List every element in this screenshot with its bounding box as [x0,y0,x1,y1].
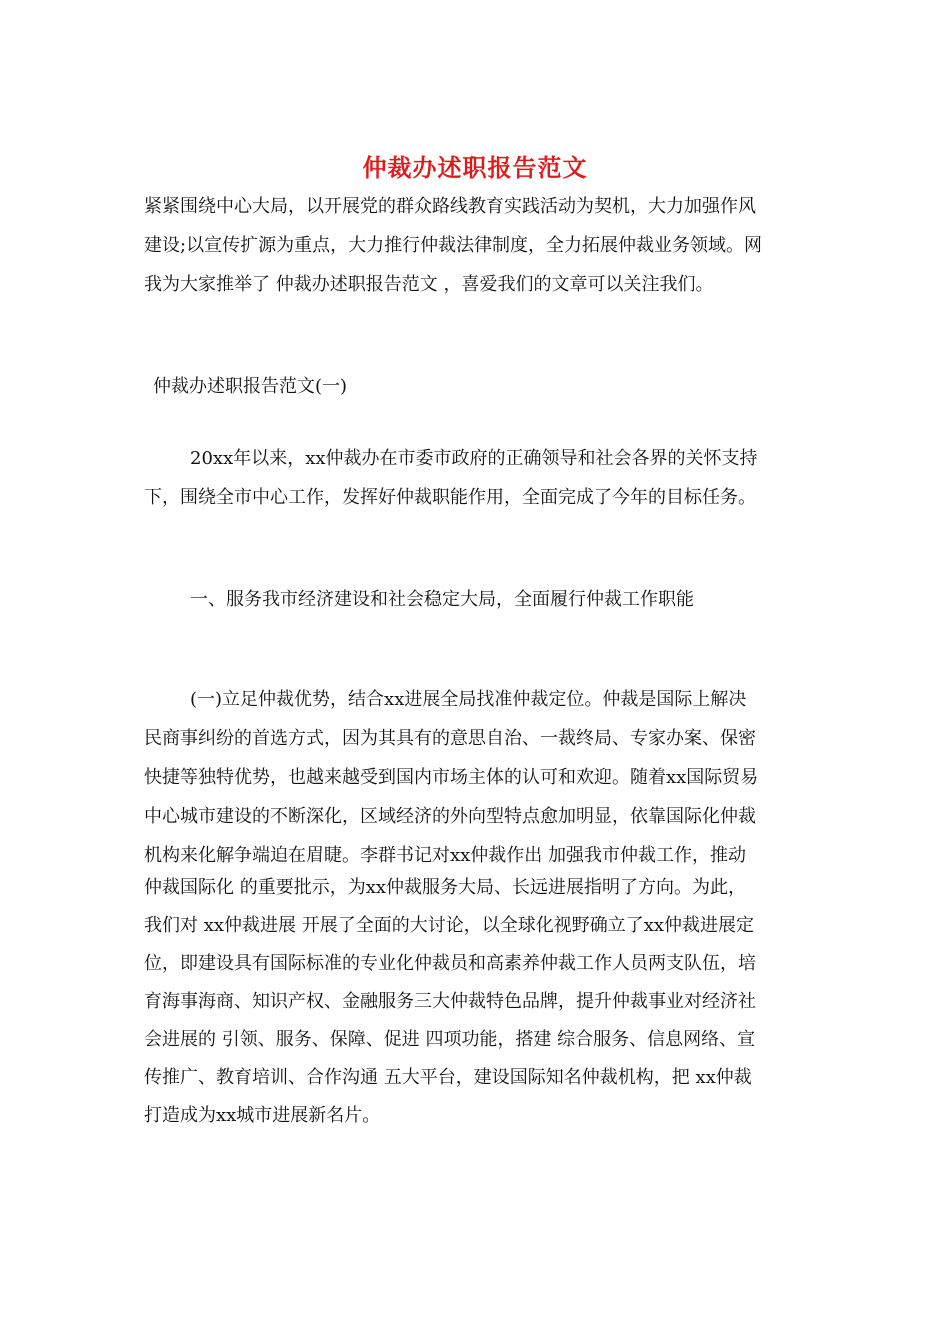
paragraph-line: 位，即建设具有国际标准的专业化仲裁员和高素养仲裁工作人员两支队伍，培 [144,953,756,974]
paragraph-line: 会进展的 引领、服务、保障、促进 四项功能，搭建 综合服务、信息网络、宣 [144,1029,756,1050]
intro-line: 紧紧围绕中心大局，以开展党的群众路线教育实践活动为契机，大力加强作风 [144,196,756,217]
paragraph-line: 中心城市建设的不断深化，区域经济的外向型特点愈加明显，依靠国际化仲裁 [144,806,756,827]
paragraph-line: 传推广、教育培训、合作沟通 五大平台，建设国际知名仲裁机构，把 xx仲裁 [144,1067,752,1088]
paragraph-line: 仲裁国际化 的重要批示，为xx仲裁服务大局、长远进展指明了方向。为此， [144,877,747,898]
section-subtitle: 仲裁办述职报告范文(一) [153,376,348,397]
section-heading: 一、服务我市经济建设和社会稳定大局，全面履行仲裁工作职能 [190,589,694,610]
paragraph-line: 民商事纠纷的首选方式，因为其具有的意思自治、一裁终局、专家办案、保密 [144,728,756,749]
intro-line: 建设;以宣传扩源为重点，大力推行仲裁法律制度，全力拓展仲裁业务领域。网 [144,235,763,256]
paragraph-line: 育海事海商、知识产权、金融服务三大仲裁特色品牌，提升仲裁事业对经济社 [144,991,756,1012]
paragraph-line: 下，围绕全市中心工作，发挥好仲裁职能作用，全面完成了今年的目标任务。 [144,487,756,508]
document-title: 仲裁办述职报告范文 [362,153,588,182]
paragraph-line: 打造成为xx城市进展新名片。 [144,1105,381,1126]
paragraph-line: 我们对 xx仲裁进展 开展了全面的大讨论，以全球化视野确立了xx仲裁进展定 [144,915,755,936]
paragraph-line: (一)立足仲裁优势，结合xx进展全局找准仲裁定位。仲裁是国际上解决 [190,689,747,710]
paragraph-line: 快捷等独特优势，也越来越受到国内市场主体的认可和欢迎。随着xx国际贸易 [144,767,759,788]
intro-line: 我为大家推举了 仲裁办述职报告范文 ，喜爱我们的文章可以关注我们。 [144,274,714,295]
paragraph-line: 20xx年以来，xx仲裁办在市委市政府的正确领导和社会各界的关怀支持 [190,448,758,469]
paragraph-line: 机构来化解争端迫在眉睫。李群书记对xx仲裁作出 加强我市仲裁工作，推动 [144,845,747,866]
